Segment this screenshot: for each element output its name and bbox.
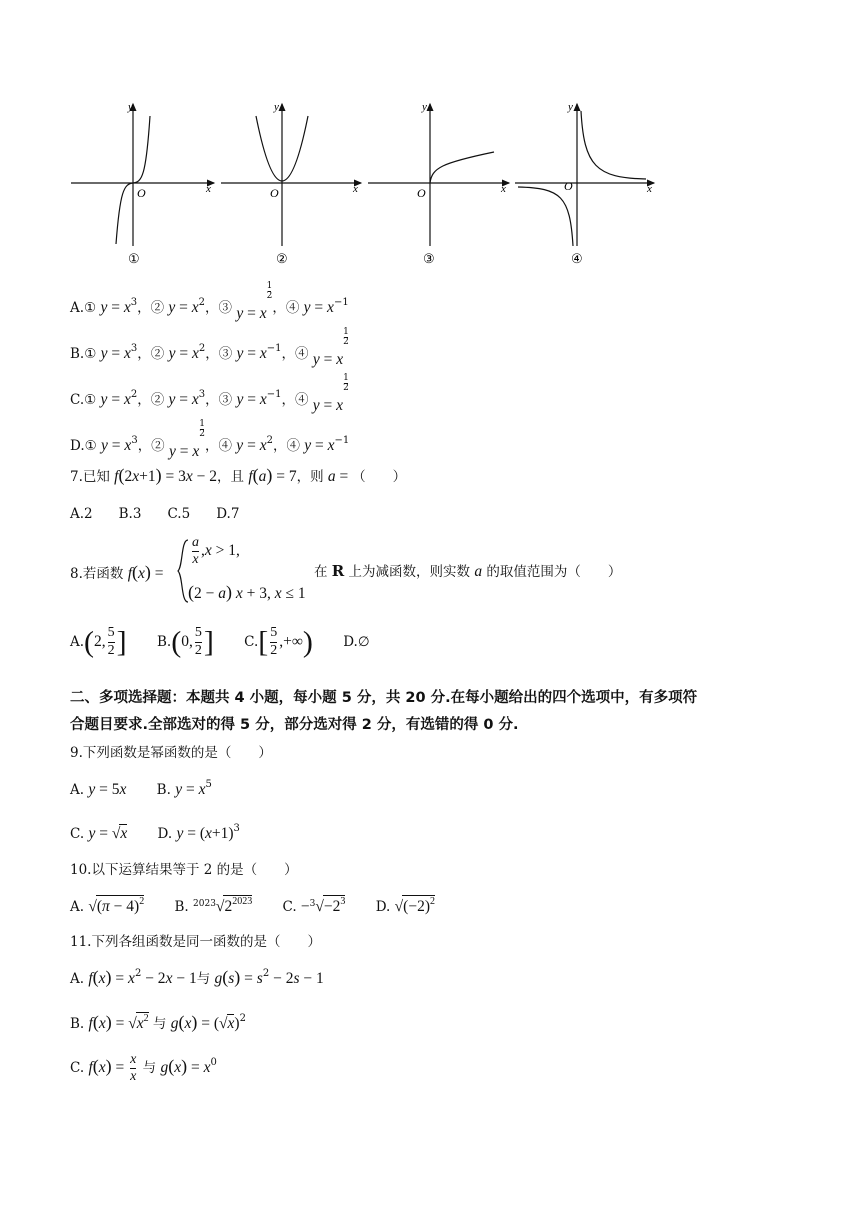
q8-suffix: 在 R 上为减函数，则实数 a 的取值范围为（ ） bbox=[314, 562, 622, 580]
q9-option-c: C. y = √x bbox=[70, 825, 128, 842]
q6-option-a: A.① $y = x^3$，② $y = x^2$，③ y = x1 2，④ $y = x^{-1}$ bbox=[70, 281, 349, 322]
q10-option-d: D. $√(-2)^2$ bbox=[375, 896, 435, 915]
q7-option-c: C.5 bbox=[167, 506, 191, 522]
q8-option-c: C.[ $\frac{5}{2}$ ,+∞) bbox=[244, 625, 313, 658]
graph-1-label: ① bbox=[128, 252, 140, 267]
graph-4 bbox=[515, 104, 654, 246]
q9-stem: 9.下列函数是幂函数的是（ ） bbox=[70, 745, 272, 761]
graph-2-label: ② bbox=[276, 252, 288, 267]
section2-line1: 二、多项选择题：本题共 4 小题，每小题 5 分，共 20 分.在每小题给出的四个选项中，有多项符 bbox=[70, 690, 698, 706]
q10-option-c: C. $-^3√-2^3$ bbox=[282, 896, 346, 915]
q8-option-a: A.(2, $\frac{5}{2}$ ] bbox=[70, 625, 127, 658]
q8-prefix: 8.若函数 bbox=[70, 566, 124, 582]
q9-option-b: B. $y = x^5$ bbox=[156, 779, 212, 798]
graph-2-y: y bbox=[274, 101, 279, 113]
graph-3 bbox=[368, 104, 509, 246]
q7-options bbox=[70, 506, 265, 522]
graph-1 bbox=[71, 104, 214, 246]
q8-option-d: D.∅ bbox=[343, 633, 370, 650]
graph-3-y: y bbox=[422, 101, 427, 113]
graph-1-x: x bbox=[206, 183, 211, 195]
q7-option-b: B.3 bbox=[118, 506, 142, 522]
graph-3-x: x bbox=[501, 183, 506, 195]
q10-option-b: B. $^{2023}√2^{2023}$ bbox=[174, 896, 253, 915]
graph-3-label: ③ bbox=[423, 252, 435, 267]
q8-option-b: B.(0, $\frac{5}{2}$ ] bbox=[156, 625, 214, 658]
q11-option-a: A. $f(x) = x^2 - 2x - 1$与 $g(s) = s^2 - 2s - 1$ bbox=[70, 967, 324, 987]
q10-option-a: A. $√(\pi - 4)^2$ bbox=[70, 896, 145, 915]
q7-option-d: D.7 bbox=[216, 506, 240, 522]
graph-2-origin: O bbox=[270, 186, 279, 200]
q10-stem: 10.以下运算结果等于 2 的是（ ） bbox=[70, 862, 298, 878]
q11-stem: 11.下列各组函数是同一函数的是（ ） bbox=[70, 934, 321, 950]
graph-4-label: ④ bbox=[571, 252, 583, 267]
function-graphs bbox=[66, 96, 666, 271]
q9-option-a: A. y = 5x bbox=[70, 781, 127, 798]
graph-4-origin: O bbox=[564, 179, 573, 193]
q9-option-d: D. $y = (x+1)^3$ bbox=[157, 823, 240, 842]
q7-stem: 7.已知 f(2x+1) = 3x − 2，且 f(a) = 7，则 a = （ ） bbox=[70, 465, 407, 485]
q6-option-c: C.① $y = x^2$，② $y = x^3$，③ $y = x^{-1}$，④ y = x1 2 bbox=[70, 373, 349, 414]
q11-option-c: C. f(x) = $\frac{x}{x}$ 与 $g(x) = x^0$ bbox=[70, 1052, 217, 1085]
q7-option-a: A.2 bbox=[70, 506, 93, 522]
graph-4-x: x bbox=[647, 183, 652, 195]
q10-options bbox=[70, 895, 435, 917]
graph-2-x: x bbox=[353, 183, 358, 195]
graph-1-origin: O bbox=[137, 186, 146, 200]
q6-option-b: B.① $y = x^3$，② $y = x^2$，③ $y = x^{-1}$，④ y = x1 2 bbox=[70, 327, 349, 368]
q6-option-d: D.① $y = x^3$，② y = x1 2，④ $y = x^2$，④ $y = x^{-1}$ bbox=[70, 419, 350, 460]
graph-1-y: y bbox=[128, 101, 133, 113]
graph-4-y: y bbox=[568, 101, 573, 113]
section2-line2: 合题目要求.全部选对的得 5 分，部分选对得 2 分，有选错的得 0 分. bbox=[70, 717, 519, 733]
graph-3-origin: O bbox=[417, 186, 426, 200]
q8-options bbox=[70, 624, 370, 670]
q9-options-ab bbox=[70, 779, 212, 800]
q11-option-b: B. $f(x) = √x^2$ 与 $g(x) = (√x)^2$ bbox=[70, 1012, 246, 1032]
graph-2 bbox=[221, 104, 361, 246]
q9-options-cd bbox=[70, 823, 240, 844]
